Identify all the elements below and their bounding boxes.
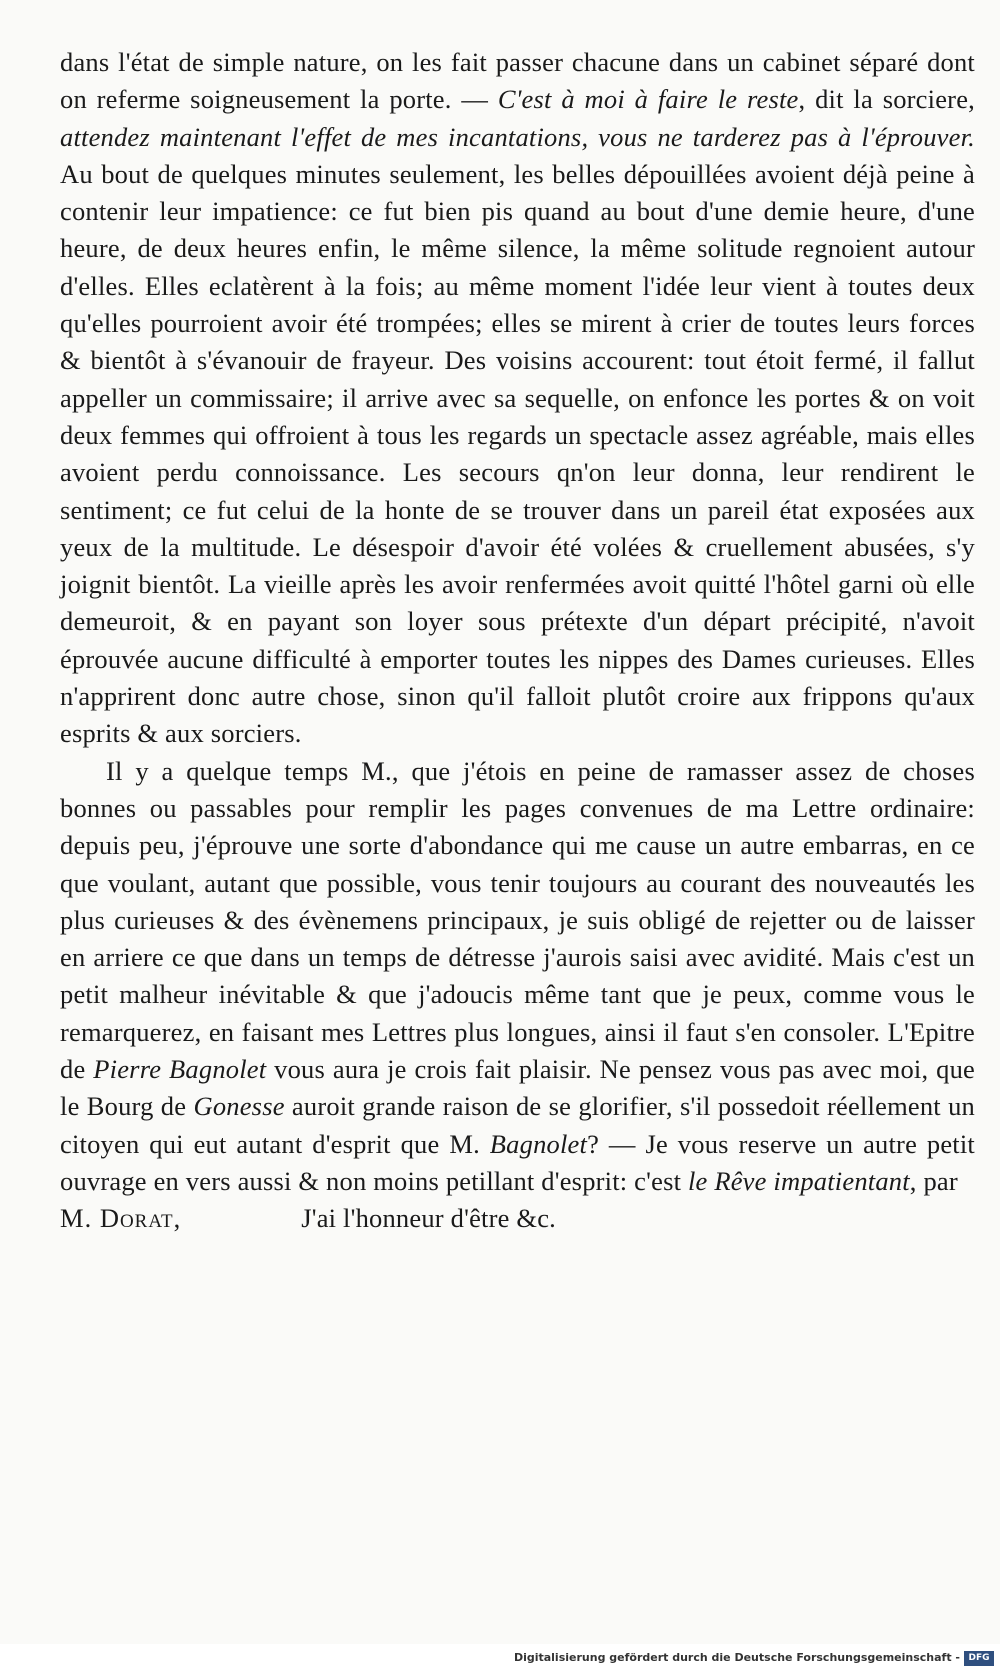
paragraph-2 [60, 753, 975, 1201]
paragraph-1-mid-1: , dit la sorciere, [798, 84, 975, 115]
paragraph-1-quote-2: attendez maintenant l'effet de mes incantations, vous ne tarderez pas à l'éprouver. [60, 121, 975, 152]
paragraph-2-name-1: Pierre Bagnolet [93, 1054, 267, 1085]
paragraph-2-mid-1: vous aura je crois fait plaisir. Ne pensez vous pas avec moi, que le Bourg de [60, 1054, 975, 1122]
document-text [60, 44, 975, 1238]
salutation: J'ai l'honneur d'être &c. [301, 1203, 556, 1234]
footer-strip [0, 1644, 1000, 1670]
dfg-logo-icon: DFG [964, 1651, 994, 1666]
paragraph-2-mid-2: auroit grande raison de se glorifier, s'il possedoit réellement un citoyen qui eut autant d'esprit que M. [60, 1091, 976, 1159]
paragraph-1-body: Au bout de quelques minutes seulement, les belles dépouillées avoient déjà peine à contenir leur impatience: ce fut bien pis quand au bout d'une demie heure, d'une heure, de deux heures enfin, le même silence, la même solitude regnoient autour d'elles. Elles eclatèrent à la fois; au même moment l'idée leur vient à toutes deux qu'elles pourroient avoir été trompées; elles se mirent à crier de toutes leurs forces & bientôt à s'évanouir de frayeur. Des voisins accourent: tout étoit fermé, il fallut appeller un commissaire; il arrive avec sa sequelle, on enfonce les portes & on voit deux femmes qui offroient à tous les regards un spectacle assez agréable, mais elles avoient perdu connoissance. Les secours qn'on leur donna, leur rendirent le sentiment; ce fut celui de la honte de se trouver dans un pareil état exposées aux yeux de la multitude. Le désespoir d'avoir été volées & cruellement abusées, s'y joignit bientôt. La vieille après les avoir renfermées avoit quitté l'hôtel garni où elle demeuroit, & en payant son loyer sous prétexte d'un départ précipité, n'avoit éprouvée aucune difficulté à emporter toutes les nippes des Dames curieuses. Elles n'apprirent donc autre chose, sinon qu'il falloit plutôt croire aux frippons qu'aux esprits & aux sorciers. [60, 158, 975, 749]
paragraph-2-lead: Il y a quelque temps M., que j'étois en peine de ramasser assez de choses bonnes ou passables pour remplir les pages convenues de ma Lettre ordinaire: depuis peu, j'éprouve une sorte d'abondance qui me cause un autre embarras, en ce que voulant, autant que possible, vous tenir toujours au courant des nouveautés les plus curieuses & des évènemens principaux, je suis obligé de rejetter ou de laisser en arriere ce que dans un temps de détresse j'aurois saisi avec avidité. Mais c'est un petit malheur inévitable & que j'adoucis même tant que je peux, comme vous le remarquerez, en faisant mes Lettres plus longues, ainsi il faut s'en consoler. L'Epitre de [60, 755, 975, 1085]
signature: M. Dorat, [60, 1203, 182, 1234]
paragraph-2-tail: , par [909, 1165, 958, 1196]
digitization-credit: Digitalisierung gefördert durch die Deutsche Forschungsgemeinschaft - [513, 1651, 960, 1664]
paragraph-1-lead: dans l'état de simple nature, on les fait passer chacune dans un cabinet séparé dont on referme soigneusement la porte. — [60, 47, 975, 115]
paragraph-2-work-title: le Rêve impatientant [687, 1165, 910, 1196]
paragraph-2-name-2: Bagnolet [489, 1128, 588, 1159]
closing-line [60, 1200, 975, 1237]
paragraph-2-place: Gonesse [193, 1091, 285, 1122]
paragraph-1-quote-1: C'est à moi à faire le reste [497, 84, 799, 115]
paragraph-2-mid-3: ? — Je vous reserve un autre petit ouvrage en vers aussi & non moins petillant d'esprit: c'est [60, 1128, 975, 1196]
paragraph-1 [60, 44, 975, 753]
